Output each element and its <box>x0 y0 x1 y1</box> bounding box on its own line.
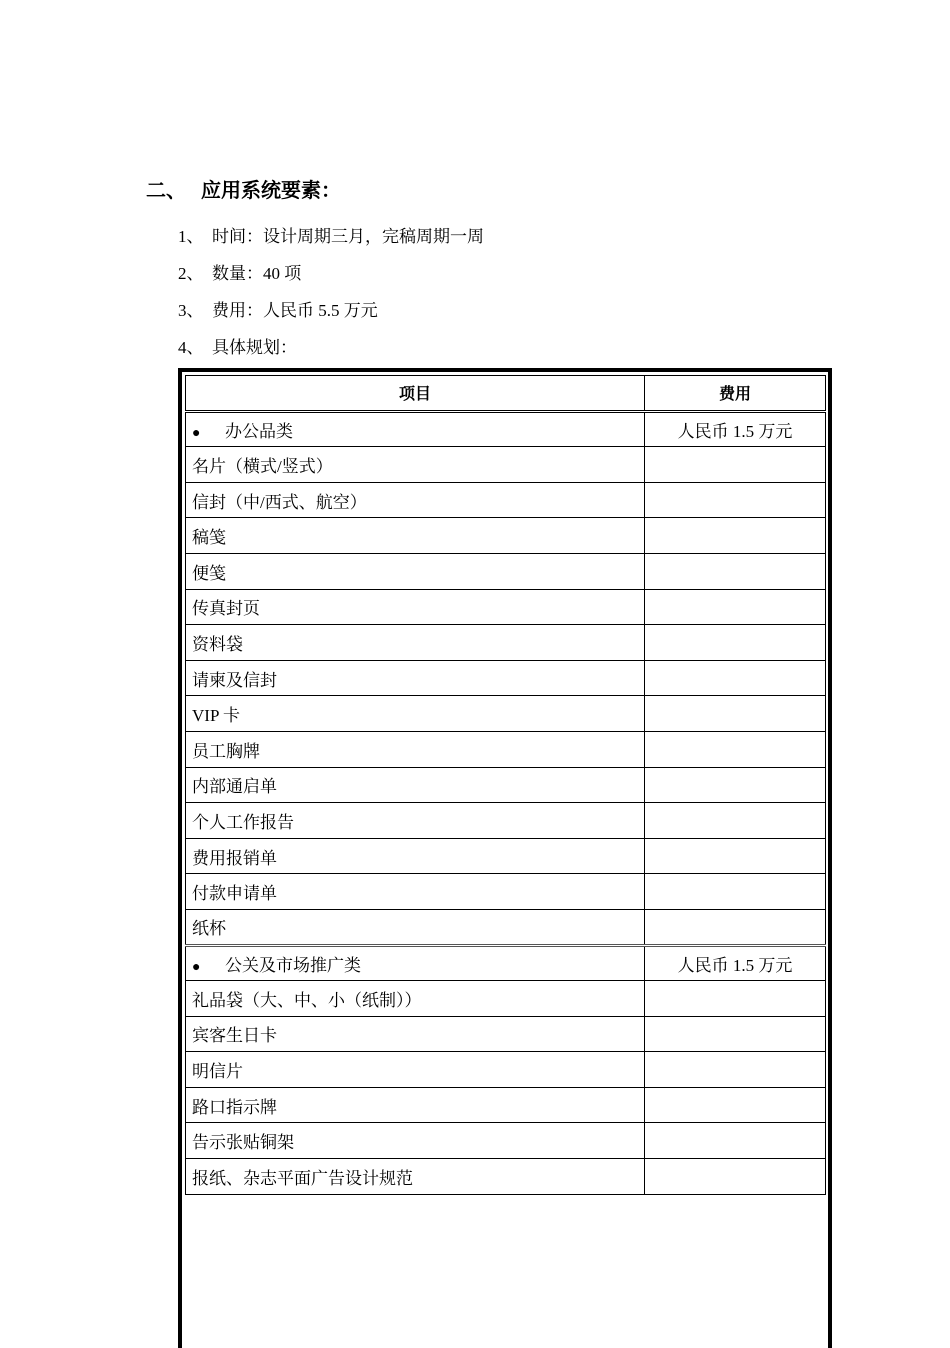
section-title: 应用系统要素： <box>201 178 341 202</box>
table-row <box>186 767 826 803</box>
cost-cell <box>645 731 826 767</box>
cost-cell <box>645 482 826 518</box>
item-cell: 报纸、杂志平面广告设计规范 <box>186 1159 645 1195</box>
item-text: 时间：设计周期三月，完稿周期一周 <box>212 227 484 246</box>
bullet-icon: ● <box>192 959 201 975</box>
table-row <box>186 1087 826 1123</box>
cost-cell <box>645 1123 826 1159</box>
item-cell: 礼品袋（大、中、小（纸制）） <box>186 981 645 1017</box>
item-cell: 便笺 <box>186 553 645 589</box>
category-cell <box>186 945 645 981</box>
cost-cell <box>645 625 826 661</box>
cost-cell <box>645 660 826 696</box>
item-cell: 资料袋 <box>186 625 645 661</box>
item-number: 4、 <box>178 338 204 357</box>
table-row <box>186 1052 826 1088</box>
item-cell: 信封（中/西式、航空） <box>186 482 645 518</box>
bullet-icon: ● <box>192 425 201 441</box>
item-cell: 内部通启单 <box>186 767 645 803</box>
list-item <box>178 299 484 336</box>
item-cell: 费用报销单 <box>186 838 645 874</box>
table-row <box>186 1016 826 1052</box>
table-row <box>186 589 826 625</box>
item-cell: 路口指示牌 <box>186 1087 645 1123</box>
category-cost: 人民币 1.5 万元 <box>645 411 826 447</box>
item-text: 具体规划： <box>212 338 297 357</box>
category-row <box>186 411 826 447</box>
table-row <box>186 1123 826 1159</box>
header-item: 项目 <box>186 376 645 412</box>
plan-table-frame <box>178 368 832 1348</box>
cost-cell <box>645 909 826 945</box>
cost-cell <box>645 1159 826 1195</box>
table-row <box>186 625 826 661</box>
table-row <box>186 1159 826 1195</box>
item-cell: 付款申请单 <box>186 874 645 910</box>
category-name: 公关及市场推广类 <box>225 955 361 975</box>
item-cell: 明信片 <box>186 1052 645 1088</box>
item-cell: 告示张贴铜架 <box>186 1123 645 1159</box>
table-row <box>186 482 826 518</box>
table-row <box>186 874 826 910</box>
table-row <box>186 518 826 554</box>
item-cell: 传真封页 <box>186 589 645 625</box>
section-heading <box>146 174 341 203</box>
item-cell: VIP 卡 <box>186 696 645 732</box>
category-cost: 人民币 1.5 万元 <box>645 945 826 981</box>
section-number: 二、 <box>146 178 186 202</box>
item-text: 数量：40 项 <box>212 264 302 283</box>
cost-cell <box>645 803 826 839</box>
item-cell: 个人工作报告 <box>186 803 645 839</box>
item-number: 2、 <box>178 264 204 283</box>
cost-cell <box>645 518 826 554</box>
table-row <box>186 660 826 696</box>
item-cell: 宾客生日卡 <box>186 1016 645 1052</box>
category-cell <box>186 411 645 447</box>
cost-cell <box>645 767 826 803</box>
cost-cell <box>645 1016 826 1052</box>
cost-cell <box>645 838 826 874</box>
item-cell: 名片（横式/竖式） <box>186 447 645 483</box>
plan-table <box>185 375 826 1195</box>
table-row <box>186 553 826 589</box>
item-cell: 员工胸牌 <box>186 731 645 767</box>
table-row <box>186 731 826 767</box>
item-text: 费用：人民币 5.5 万元 <box>212 301 378 320</box>
cost-cell <box>645 589 826 625</box>
table-row <box>186 909 826 945</box>
header-cost: 费用 <box>645 376 826 412</box>
item-number: 3、 <box>178 301 204 320</box>
category-name: 办公品类 <box>225 421 293 441</box>
item-cell: 稿笺 <box>186 518 645 554</box>
list-item <box>178 225 484 262</box>
table-row <box>186 447 826 483</box>
item-cell: 纸杯 <box>186 909 645 945</box>
cost-cell <box>645 1052 826 1088</box>
item-list <box>178 225 484 373</box>
table-row <box>186 803 826 839</box>
cost-cell <box>645 981 826 1017</box>
table-row <box>186 696 826 732</box>
cost-cell <box>645 696 826 732</box>
table-header-row <box>186 376 826 412</box>
category-row <box>186 945 826 981</box>
cost-cell <box>645 1087 826 1123</box>
cost-cell <box>645 447 826 483</box>
cost-cell <box>645 553 826 589</box>
cost-cell <box>645 874 826 910</box>
item-cell: 请柬及信封 <box>186 660 645 696</box>
list-item <box>178 262 484 299</box>
table-row <box>186 838 826 874</box>
item-number: 1、 <box>178 227 204 246</box>
table-row <box>186 981 826 1017</box>
